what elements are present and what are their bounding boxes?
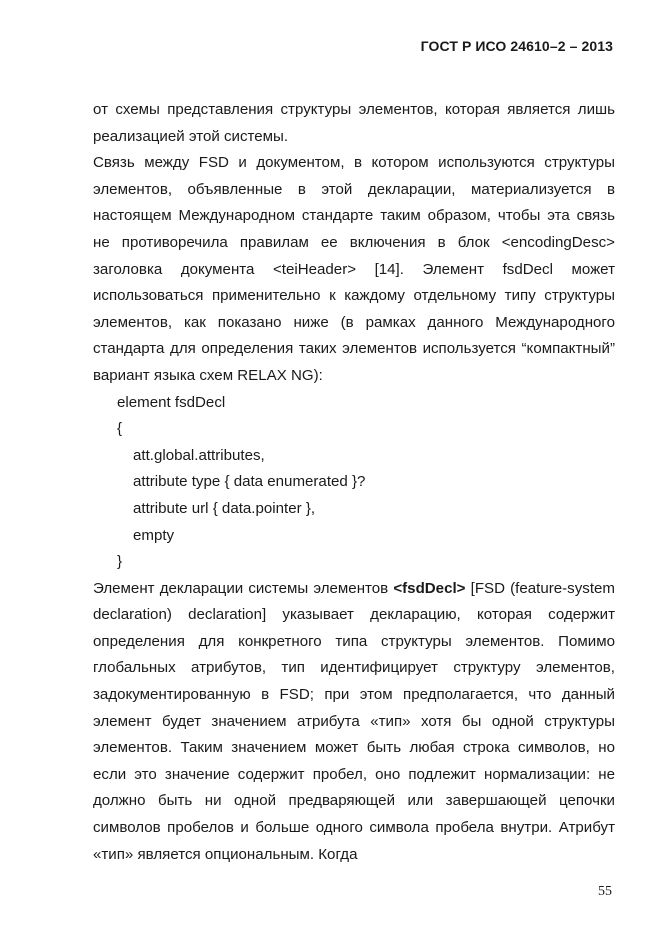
code-line: attribute type { data enumerated }? [133,473,366,491]
paragraph-3-lead: Элемент декларации системы элементов [93,579,394,597]
page-body [93,97,615,868]
code-line: { [117,420,123,438]
code-line: att.global.attributes, [133,446,265,464]
paragraph-1: от схемы представления структуры элементов, которая является лишь реализацией этой системы. [93,101,615,145]
page-number: 55 [598,884,612,899]
paragraph-2: Связь между FSD и документом, в котором используются структуры элементов, объявленные в этой декларации, материализуется в настоящем Международном стандарте таким образом, чтобы эта связь не противоречила правилам ее включения в блок <encodingDesc> заголовка документа <teiHeader> [14]. Элемент fsdDecl может использоваться применительно к каждому отдельному типу структуры элементов, как показано ниже (в рамках данного Международного стандарта для определения таких элементов используется “компактный” вариант языка схем RELAX NG): [93,154,615,384]
paragraph-3 [93,576,615,869]
code-line: element fsdDecl [117,393,226,411]
code-line: } [117,553,123,571]
code-line: attribute url { data.pointer }, [133,499,316,517]
code-block [93,390,615,576]
paragraph-3-text: [FSD (feature-system declaration) declaration] указывает декларацию, которая содержит определения для конкретного типа структуры элементов. Помимо глобальных атрибутов, тип идентифицирует структуру элементов, задокументированную в FSD; при этом предполагается, что данный элемент будет значением атрибута «тип» хотя бы одной структуры элементов. Таким значением может быть любая строка символов, но если это значение содержит пробел, оно подлежит нормализации: не должно быть ни одной предваряющей или завершающей цепочки символов пробелов и больше одного символа пробела внутри. Атрибут «тип» является опциональным. Когда [93,579,615,863]
fsddecl-tag: <fsdDecl> [393,579,466,597]
document-header: ГОСТ Р ИСО 24610–2 – 2013 [420,38,613,54]
code-line: empty [133,526,175,544]
